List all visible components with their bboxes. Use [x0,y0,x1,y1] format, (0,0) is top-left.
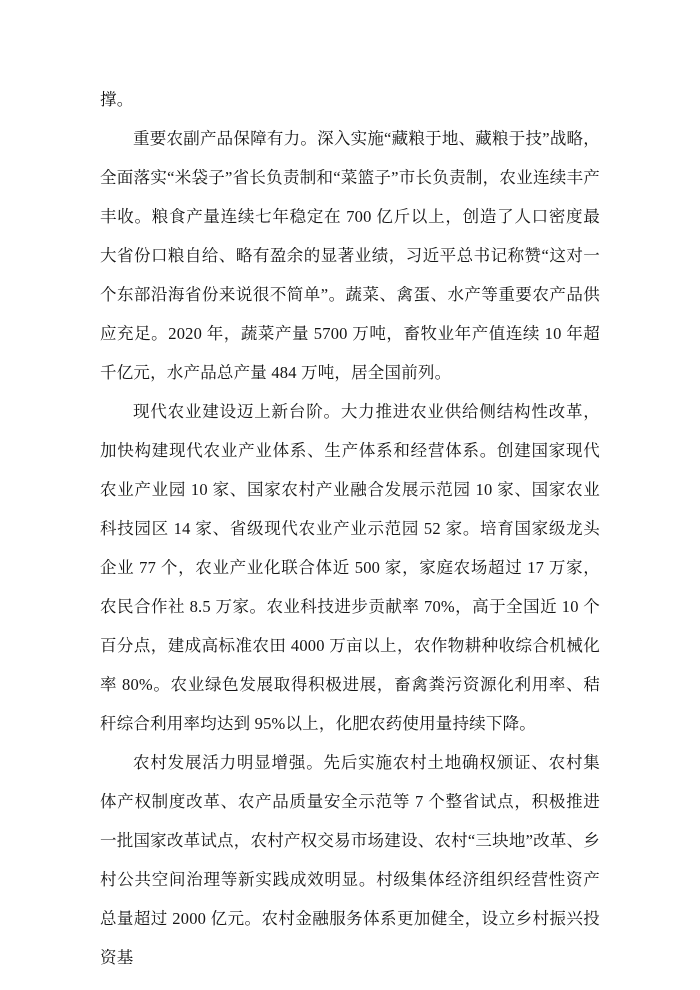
paragraph-agricultural-products: 重要农副产品保障有力。深入实施“藏粮于地、藏粮于技”战略，全面落实“米袋子”省长负责制和“菜篮子”市长负责制，农业连续丰产丰收。粮食产量连续七年稳定在 700 亿斤以上，创造了人口密度最大省份口粮自给、略有盈余的显著业绩，习近平总书记称赞“这对一个东部沿海省份来说很不简单”。蔬菜、禽蛋、水产等重要农产品供应充足。2020 年，蔬菜产量 5700 万吨，畜牧业年产值连续 10 年超千亿元，水产品总产量 484 万吨，居全国前列。 [100,129,600,382]
paragraph-rural-vitality: 农村发展活力明显增强。先后实施农村土地确权颁证、农村集体产权制度改革、农产品质量安全示范等 7 个整省试点，积极推进一批国家改革试点，农村产权交易市场建设、农村“三块地”改革、乡村公共空间治理等新实践成效明显。村级集体经济组织经营性资产总量超过 2000 亿元。农村金融服务体系更加健全，设立乡村振兴投资基 [100,753,600,967]
paragraph-continuation: 撑。 [100,90,134,109]
paragraph-modern-agriculture: 现代农业建设迈上新台阶。大力推进农业供给侧结构性改革，加快构建现代农业产业体系、生产体系和经营体系。创建国家现代农业产业园 10 家、国家农村产业融合发展示范园 10 家、国家农业科技园区 14 家、省级现代农业产业示范园 52 家。培育国家级龙头企业 77 个，农业产业化联合体近 500 家，家庭农场超过 17 万家，农民合作社 8.5 万家。农业科技进步贡献率 70%，高于全国近 10 个百分点，建成高标准农田 4000 万亩以上，农作物耕种收综合机械化率 80%。农业绿色发展取得积极进展，畜禽粪污资源化利用率、秸秆综合利用率均达到 95%以上，化肥农药使用量持续下降。 [100,402,600,733]
document-body [100,80,600,977]
